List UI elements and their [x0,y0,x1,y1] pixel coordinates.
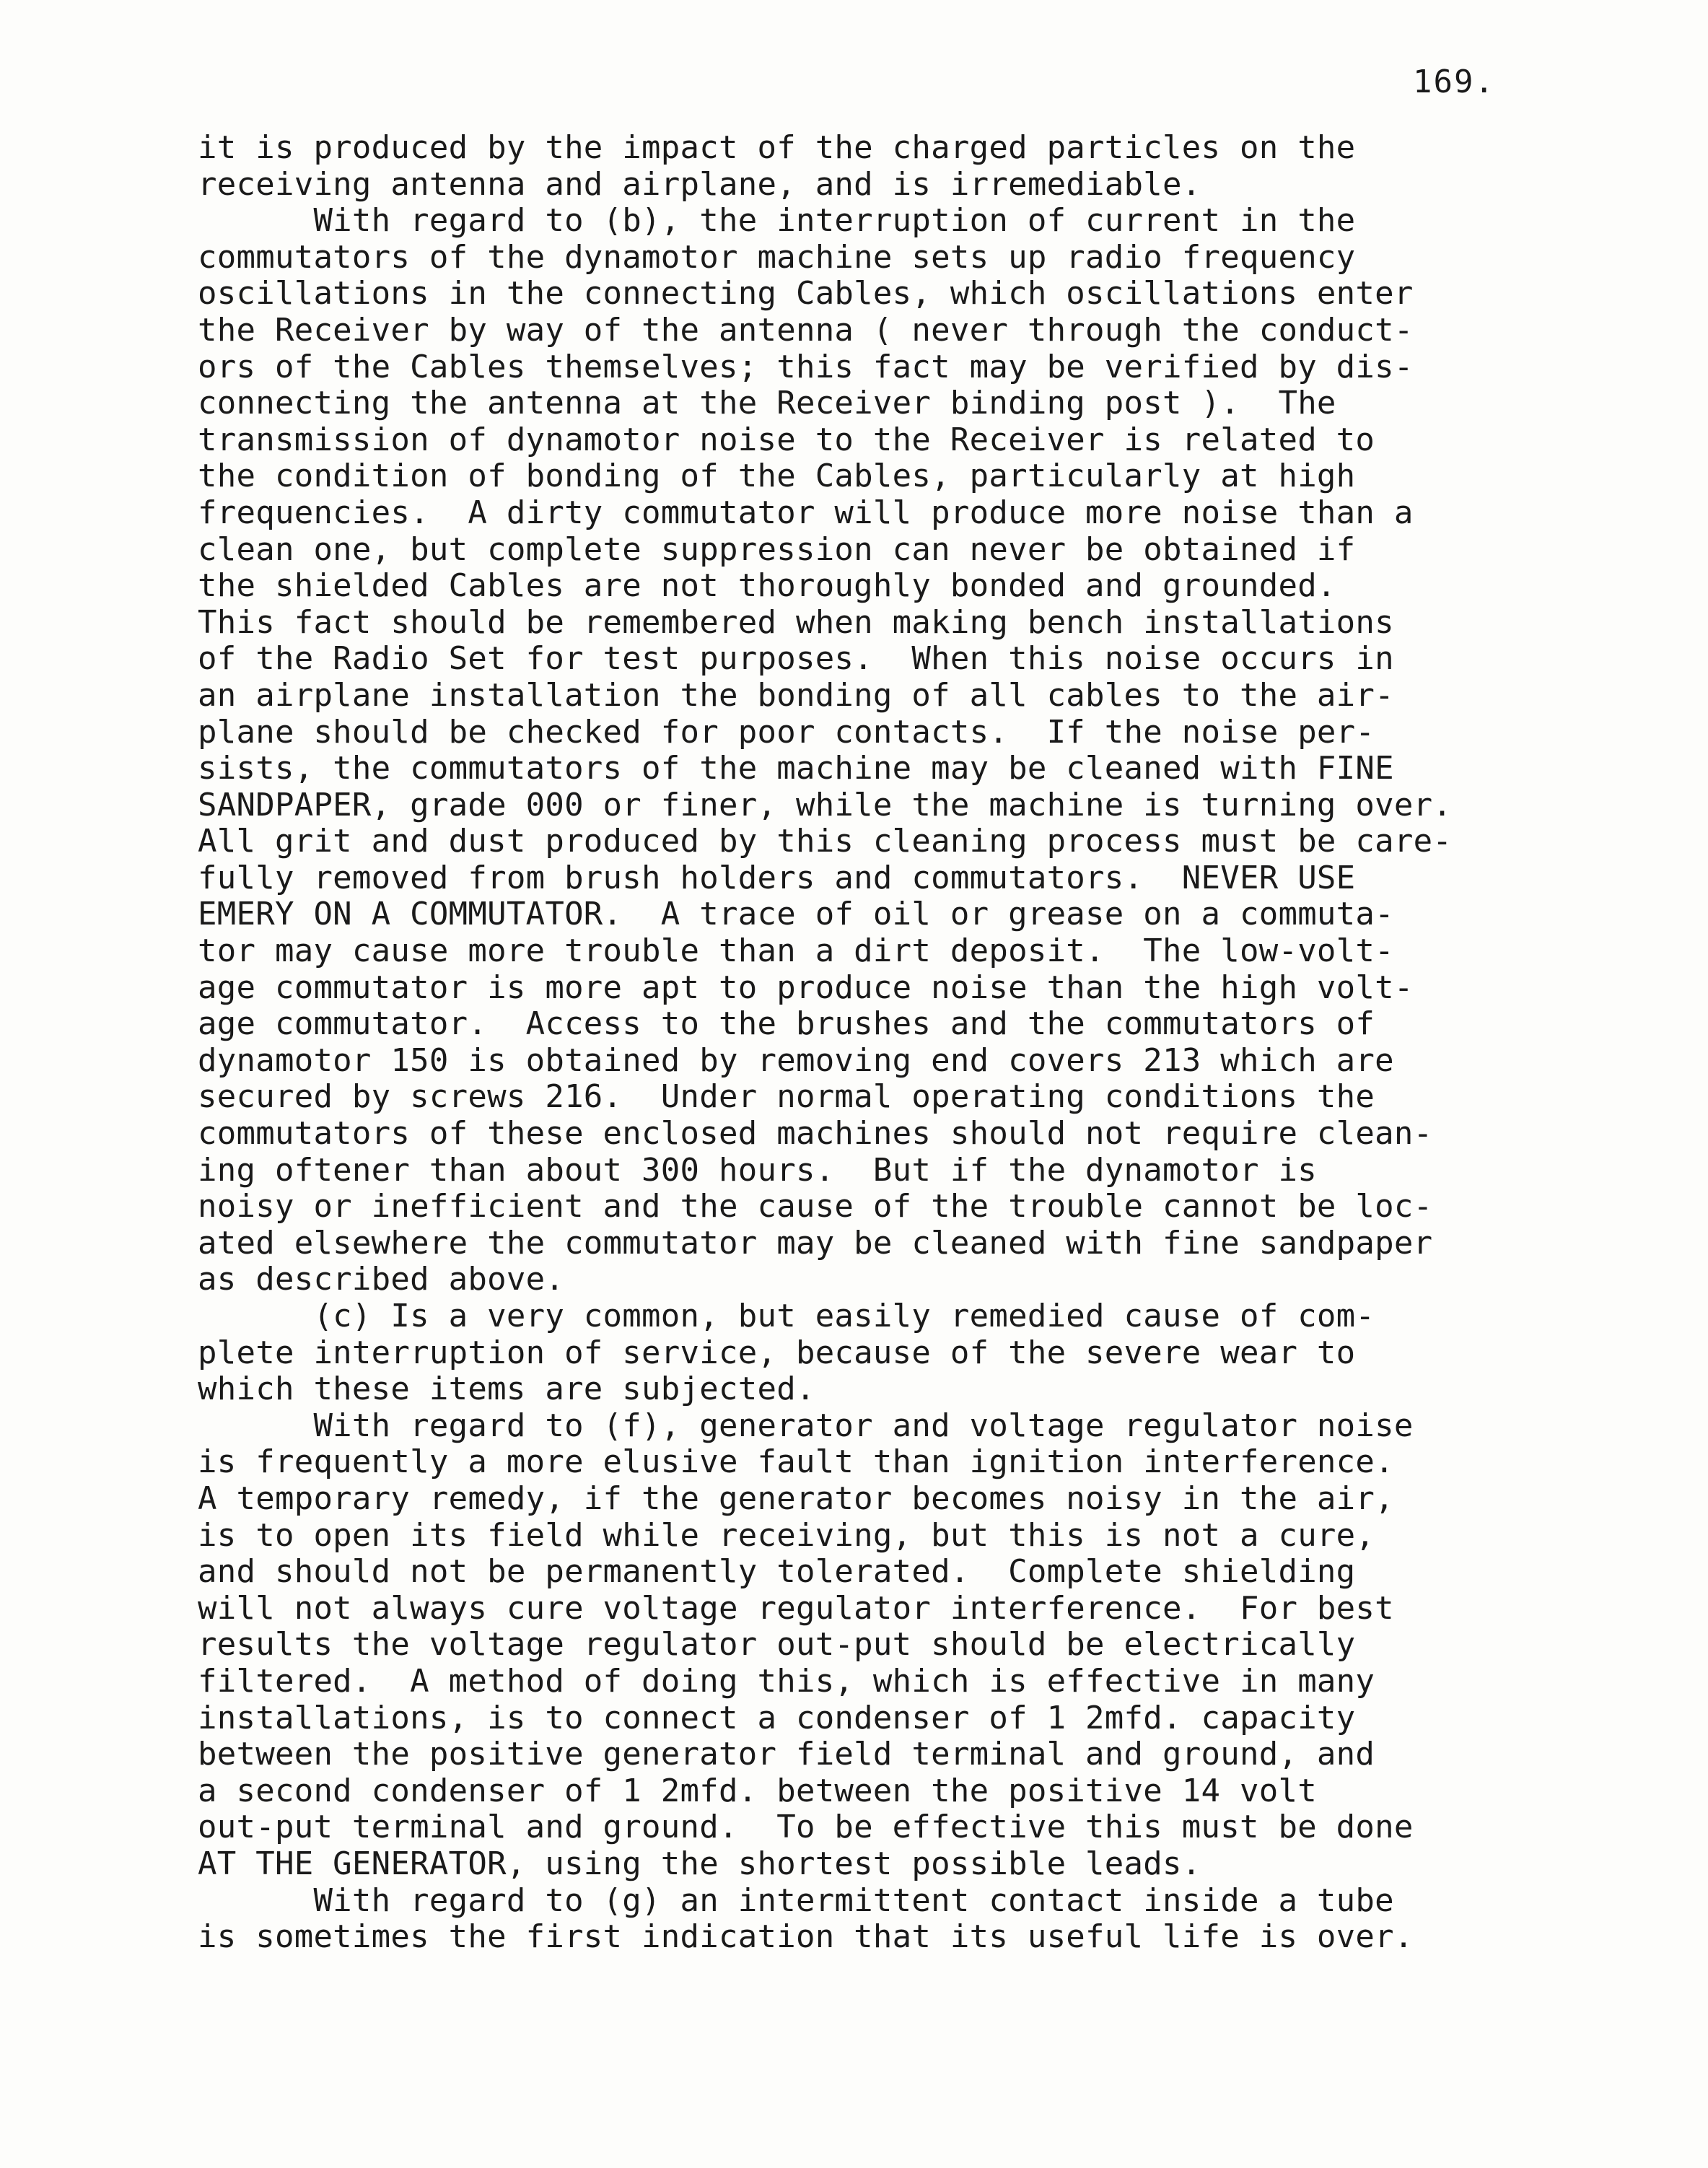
text-line: With regard to (b), the interruption of current in the [198,202,1356,240]
text-line: frequencies. A dirty commutator will produce more noise than a [198,494,1414,531]
text-line: which these items are subjected. [198,1371,815,1408]
text-line: transmission of dynamotor noise to the Receiver is related to [198,421,1375,458]
text-line: age commutator. Access to the brushes and the commutators of [198,1005,1375,1043]
text-line: commutators of these enclosed machines should not require clean- [198,1115,1433,1153]
body-text [198,130,1677,1956]
text-line: will not always cure voltage regulator interference. For best [198,1589,1394,1627]
text-line: (c) Is a very common, but easily remedied cause of com- [198,1298,1375,1334]
text-line: tor may cause more trouble than a dirt deposit. The low-volt- [198,932,1394,970]
text-line: is frequently a more elusive fault than ignition interference. [198,1443,1394,1481]
text-line: the Receiver by way of the antenna ( never through the conduct- [198,311,1414,349]
text-line: and should not be permanently tolerated. Complete shielding [198,1553,1356,1591]
text-line: All grit and dust produced by this cleaning process must be care- [198,823,1453,860]
text-line: This fact should be remembered when making bench installations [198,603,1394,641]
text-line: fully removed from brush holders and commutators. NEVER USE [198,859,1356,896]
text-line: ing oftener than about 300 hours. But if the dynamotor is [198,1151,1317,1189]
text-line: plane should be checked for poor contacts. If the noise per- [198,713,1375,751]
text-line: AT THE GENERATOR, using the shortest possible leads. [198,1845,1201,1882]
text-line: commutators of the dynamotor machine sets up radio frequency [198,238,1356,276]
text-line: sists, the commutators of the machine may be cleaned with FINE [198,750,1394,787]
text-line: results the voltage regulator out-put should be electrically [198,1626,1356,1664]
text-line: dynamotor 150 is obtained by removing end covers 213 which are [198,1041,1394,1079]
text-line: as described above. [198,1261,565,1298]
text-line: clean one, but complete suppression can never be obtained if [198,530,1356,568]
text-line: out-put terminal and ground. To be effective this must be done [198,1809,1414,1846]
text-line: an airplane installation the bonding of all cables to the air- [198,676,1394,714]
text-line: EMERY ON A COMMUTATOR. A trace of oil or grease on a commuta- [198,896,1394,933]
text-line: a second condenser of 1 2mfd. between the positive 14 volt [198,1772,1317,1809]
text-line: SANDPAPER, grade 000 or finer, while the machine is turning over. [198,786,1453,823]
text-line: between the positive generator field terminal and ground, and [198,1736,1375,1773]
text-line: noisy or inefficient and the cause of the trouble cannot be loc- [198,1188,1433,1225]
text-line: secured by screws 216. Under normal operating conditions the [198,1078,1375,1116]
text-line: is to open its field while receiving, but this is not a cure, [198,1516,1375,1554]
text-line: the condition of bonding of the Cables, particularly at high [198,458,1356,495]
text-line: plete interruption of service, because of the severe wear to [198,1334,1356,1371]
text-line: ated elsewhere the commutator may be cleaned with fine sandpaper [198,1224,1433,1262]
text-line: it is produced by the impact of the charged particles on the [198,129,1356,166]
text-line: is sometimes the first indication that its useful life is over. [198,1918,1414,1956]
text-line: oscillations in the connecting Cables, which oscillations enter [198,275,1414,312]
text-line: of the Radio Set for test purposes. When this noise occurs in [198,640,1394,678]
text-line: With regard to (g) an intermittent contact inside a tube [198,1881,1394,1919]
page-number: 169. [1413,64,1495,100]
text-line: A temporary remedy, if the generator becomes noisy in the air, [198,1479,1394,1517]
text-line: filtered. A method of doing this, which is effective in many [198,1662,1375,1700]
text-line: receiving antenna and airplane, and is irremediable. [198,165,1201,203]
text-line: the shielded Cables are not thoroughly bonded and grounded. [198,567,1336,605]
text-line: ors of the Cables themselves; this fact may be verified by dis- [198,348,1414,385]
text-line: With regard to (f), generator and voltage regulator noise [198,1407,1414,1444]
text-line: connecting the antenna at the Receiver binding post ). The [198,385,1336,422]
text-line: installations, is to connect a condenser of 1 2mfd. capacity [198,1699,1356,1736]
text-line: age commutator is more apt to produce noise than the high volt- [198,969,1414,1006]
